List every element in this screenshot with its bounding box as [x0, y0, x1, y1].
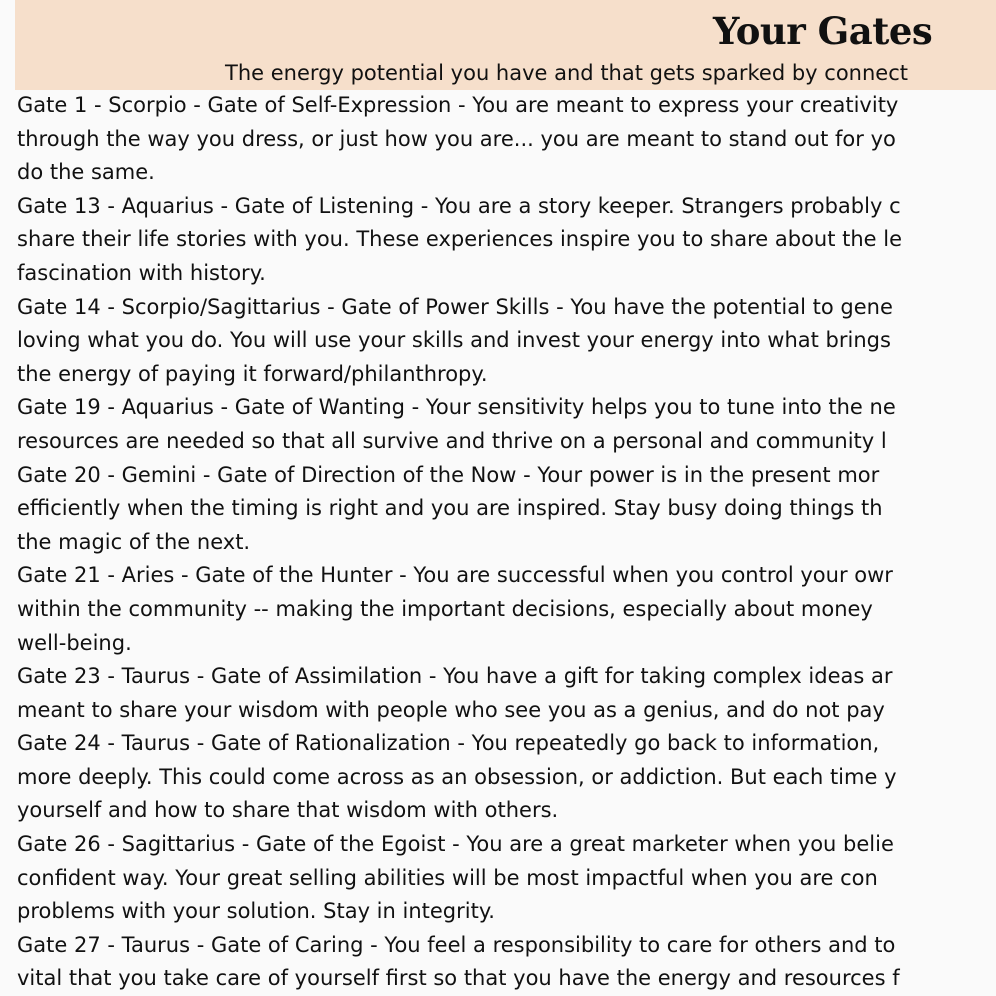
gate-item-1: [17, 89, 996, 190]
gate-line: Gate 21 - Aries - Gate of the Hunter - You are successful when you control your owr: [17, 563, 893, 588]
gate-item-24: [17, 727, 996, 828]
gate-line: Gate 13 - Aquarius - Gate of Listening - You are a story keeper. Strangers probably c: [17, 193, 901, 218]
gate-line: Gate 14 - Scorpio/Sagittarius - Gate of Power Skills - You have the potential to gene: [17, 294, 893, 319]
gate-item-14: [17, 291, 996, 392]
gate-item-23: [17, 660, 996, 727]
gate-line: the energy of paying it forward/philanthropy.: [17, 361, 488, 386]
gate-line: loving what you do. You will use your skills and invest your energy into what brings: [17, 328, 891, 353]
gate-line: efficiently when the timing is right and you are inspired. Stay busy doing things th: [17, 496, 883, 521]
gate-line: within the community -- making the important decisions, especially about money: [17, 596, 873, 621]
gate-item-27: [17, 929, 996, 996]
gate-line: Gate 23 - Taurus - Gate of Assimilation - You have a gift for taking complex ideas ar: [17, 664, 893, 689]
gate-item-13: [17, 190, 996, 291]
gate-line: do the same.: [17, 160, 155, 185]
header-banner: [15, 0, 996, 90]
gate-line: Gate 1 - Scorpio - Gate of Self-Expression - You are meant to express your creativity: [17, 93, 899, 117]
gate-line: more deeply. This could come across as an obsession, or addiction. But each time y: [17, 764, 897, 789]
gate-line: through the way you dress, or just how you are... you are meant to stand out for yo: [17, 126, 896, 151]
gate-list: [17, 89, 996, 996]
page-subtitle: The energy potential you have and that gets sparked by connect: [225, 61, 908, 85]
gate-line: resources are needed so that all survive and thrive on a personal and community l: [17, 428, 887, 453]
gate-line: vital that you take care of yourself first so that you have the energy and resources f: [17, 966, 900, 991]
gate-line: problems with your solution. Stay in integrity.: [17, 899, 495, 924]
gate-line: fascination with history.: [17, 260, 266, 285]
gate-line: Gate 24 - Taurus - Gate of Rationalization - You repeatedly go back to information,: [17, 731, 880, 756]
gate-line: share their life stories with you. These experiences inspire you to share about the le: [17, 227, 903, 252]
page-title: Your Gates: [713, 9, 933, 53]
gate-item-20: [17, 459, 996, 560]
gate-line: Gate 26 - Sagittarius - Gate of the Egoist - You are a great marketer when you belie: [17, 832, 894, 857]
gate-item-19: [17, 391, 996, 458]
gate-line: confident way. Your great selling abilities will be most impactful when you are con: [17, 865, 878, 890]
gate-line: Gate 20 - Gemini - Gate of Direction of the Now - Your power is in the present mor: [17, 462, 880, 487]
gate-line: yourself and how to share that wisdom with others.: [17, 798, 559, 823]
gate-line: well-being.: [17, 630, 132, 655]
gate-line: Gate 19 - Aquarius - Gate of Wanting - Your sensitivity helps you to tune into the ne: [17, 395, 896, 420]
gate-line: Gate 27 - Taurus - Gate of Caring - You feel a responsibility to care for others and to: [17, 932, 896, 957]
gate-line: meant to share your wisdom with people who see you as a genius, and do not pay: [17, 697, 885, 722]
gate-item-21: [17, 559, 996, 660]
gate-item-26: [17, 828, 996, 929]
gate-line: the magic of the next.: [17, 529, 251, 554]
